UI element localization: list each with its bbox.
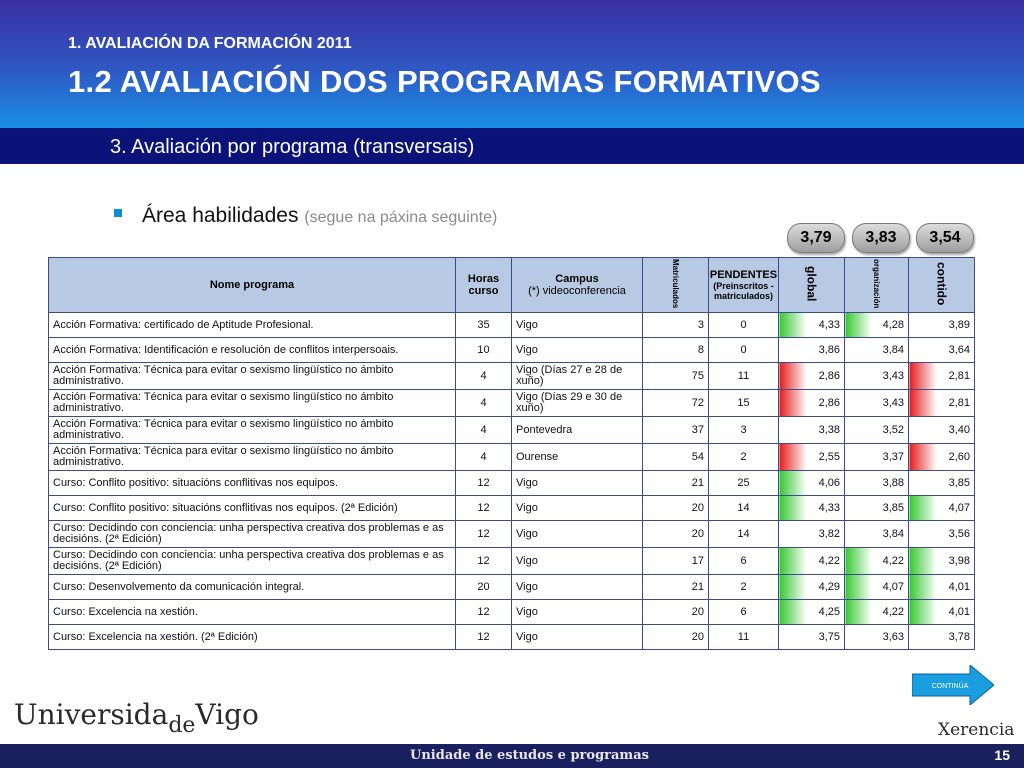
square-bullet-icon <box>114 209 122 217</box>
header-pendentes: PENDENTES (Preinscritos - matriculados) <box>709 258 779 313</box>
programs-table <box>48 257 975 650</box>
cell-matriculados: 54 <box>643 444 709 471</box>
cell-horas: 4 <box>456 390 512 417</box>
table-row <box>49 600 975 625</box>
cell-matriculados: 17 <box>643 548 709 575</box>
cell-campus: Vigo <box>512 625 643 650</box>
subheader-bar <box>0 128 1024 164</box>
continue-arrow-button[interactable] <box>912 665 994 705</box>
cell-contido: 3,89 <box>909 313 975 338</box>
cell-organizacion: 3,84 <box>845 521 909 548</box>
cell-horas: 4 <box>456 417 512 444</box>
cell-matriculados: 72 <box>643 390 709 417</box>
cell-matriculados: 37 <box>643 417 709 444</box>
cell-nome: Curso: Decidindo con conciencia: unha perspectiva creativa dos problemas e as decisións. (2ª Edición) <box>49 548 456 575</box>
table-row <box>49 338 975 363</box>
bullet-text: Área habilidades <box>142 204 299 227</box>
cell-horas: 12 <box>456 521 512 548</box>
cell-nome: Acción Formativa: Identificación e resolución de conflitos interpersoais. <box>49 338 456 363</box>
cell-pendentes: 6 <box>709 548 779 575</box>
cell-campus: Vigo (Días 27 e 28 de xuño) <box>512 363 643 390</box>
cell-nome: Acción Formativa: Técnica para evitar o sexismo lingüístico no ámbito administrativo. <box>49 417 456 444</box>
table-row <box>49 471 975 496</box>
average-organizacion: 3,83 <box>852 223 910 253</box>
cell-organizacion: 3,43 <box>845 363 909 390</box>
cell-organizacion: 3,37 <box>845 444 909 471</box>
header-matriculados: Matriculados <box>643 258 709 313</box>
cell-global: 2,55 <box>779 444 845 471</box>
cell-organizacion: 3,63 <box>845 625 909 650</box>
cell-organizacion: 4,22 <box>845 600 909 625</box>
cell-matriculados: 75 <box>643 363 709 390</box>
cell-campus: Vigo <box>512 496 643 521</box>
cell-horas: 12 <box>456 600 512 625</box>
header-campus: Campus (*) videoconferencia <box>512 258 643 313</box>
cell-nome: Curso: Excelencia na xestión. (2ª Edición) <box>49 625 456 650</box>
cell-horas: 12 <box>456 548 512 575</box>
cell-nome: Acción Formativa: Técnica para evitar o sexismo lingüístico no ámbito administrativo. <box>49 390 456 417</box>
cell-horas: 12 <box>456 496 512 521</box>
cell-global: 4,29 <box>779 575 845 600</box>
cell-global: 4,22 <box>779 548 845 575</box>
cell-matriculados: 20 <box>643 521 709 548</box>
cell-contido: 4,01 <box>909 600 975 625</box>
cell-campus: Vigo <box>512 471 643 496</box>
cell-campus: Vigo <box>512 575 643 600</box>
cell-pendentes: 2 <box>709 575 779 600</box>
header-horas: Horas curso <box>456 258 512 313</box>
header-global: global <box>779 258 845 313</box>
cell-global: 3,86 <box>779 338 845 363</box>
cell-matriculados: 3 <box>643 313 709 338</box>
footer-bar <box>0 744 1024 768</box>
page-number: 15 <box>994 747 1010 763</box>
cell-contido: 3,40 <box>909 417 975 444</box>
cell-horas: 12 <box>456 471 512 496</box>
cell-contido: 2,60 <box>909 444 975 471</box>
cell-campus: Vigo <box>512 338 643 363</box>
cell-contido: 4,01 <box>909 575 975 600</box>
table-row <box>49 363 975 390</box>
cell-pendentes: 15 <box>709 390 779 417</box>
cell-pendentes: 11 <box>709 625 779 650</box>
cell-matriculados: 8 <box>643 338 709 363</box>
page-title: 1.2 AVALIACIÓN DOS PROGRAMAS FORMATIVOS <box>68 64 821 99</box>
cell-pendentes: 25 <box>709 471 779 496</box>
cell-pendentes: 11 <box>709 363 779 390</box>
cell-pendentes: 14 <box>709 521 779 548</box>
cell-matriculados: 20 <box>643 496 709 521</box>
header-nome: Nome programa <box>49 258 456 313</box>
average-global: 3,79 <box>787 223 845 253</box>
table-row <box>49 548 975 575</box>
cell-horas: 4 <box>456 444 512 471</box>
cell-contido: 3,85 <box>909 471 975 496</box>
cell-nome: Acción Formativa: certificado de Aptitude Profesional. <box>49 313 456 338</box>
cell-horas: 12 <box>456 625 512 650</box>
average-contido: 3,54 <box>916 223 974 253</box>
continue-label: CONTINÚA <box>931 683 969 690</box>
cell-organizacion: 3,52 <box>845 417 909 444</box>
cell-global: 4,25 <box>779 600 845 625</box>
cell-pendentes: 2 <box>709 444 779 471</box>
cell-horas: 10 <box>456 338 512 363</box>
cell-campus: Vigo <box>512 548 643 575</box>
cell-pendentes: 6 <box>709 600 779 625</box>
cell-contido: 2,81 <box>909 390 975 417</box>
cell-global: 2,86 <box>779 363 845 390</box>
subheader-title: 3. Avaliación por programa (transversais) <box>110 136 475 158</box>
cell-matriculados: 20 <box>643 600 709 625</box>
cell-campus: Ourense <box>512 444 643 471</box>
cell-matriculados: 21 <box>643 471 709 496</box>
cell-campus: Vigo <box>512 313 643 338</box>
header-organizacion: organización <box>845 258 909 313</box>
cell-global: 3,75 <box>779 625 845 650</box>
table-row <box>49 575 975 600</box>
cell-nome: Acción Formativa: Técnica para evitar o sexismo lingüístico no ámbito administrativo. <box>49 363 456 390</box>
cell-campus: Vigo <box>512 521 643 548</box>
cell-organizacion: 3,85 <box>845 496 909 521</box>
section-label: 1. AVALIACIÓN DA FORMACIÓN 2011 <box>68 35 352 52</box>
cell-contido: 2,81 <box>909 363 975 390</box>
xerencia-logo: Xerencia <box>938 720 1015 740</box>
cell-organizacion: 4,28 <box>845 313 909 338</box>
table-header-row <box>49 258 975 313</box>
cell-nome: Curso: Conflito positivo: situacións conflitivas nos equipos. (2ª Edición) <box>49 496 456 521</box>
cell-organizacion: 4,07 <box>845 575 909 600</box>
cell-global: 4,33 <box>779 313 845 338</box>
university-logo: Universida$_{de}$Vigo <box>14 698 259 738</box>
cell-horas: 20 <box>456 575 512 600</box>
header-banner <box>0 0 1024 128</box>
cell-pendentes: 0 <box>709 338 779 363</box>
cell-organizacion: 3,84 <box>845 338 909 363</box>
cell-campus: Pontevedra <box>512 417 643 444</box>
cell-contido: 3,98 <box>909 548 975 575</box>
cell-organizacion: 3,43 <box>845 390 909 417</box>
cell-campus: Vigo <box>512 600 643 625</box>
bullet-line <box>114 204 497 228</box>
cell-matriculados: 21 <box>643 575 709 600</box>
cell-nome: Curso: Excelencia na xestión. <box>49 600 456 625</box>
cell-contido: 3,56 <box>909 521 975 548</box>
cell-global: 3,82 <box>779 521 845 548</box>
table-row <box>49 390 975 417</box>
bullet-note: (segue na páxina seguinte) <box>304 209 498 226</box>
cell-contido: 4,07 <box>909 496 975 521</box>
table-row <box>49 521 975 548</box>
cell-contido: 3,64 <box>909 338 975 363</box>
table-row <box>49 496 975 521</box>
cell-nome: Acción Formativa: Técnica para evitar o sexismo lingüístico no ámbito administrativo. <box>49 444 456 471</box>
table-row <box>49 625 975 650</box>
cell-global: 4,06 <box>779 471 845 496</box>
cell-matriculados: 20 <box>643 625 709 650</box>
cell-global: 4,33 <box>779 496 845 521</box>
cell-contido: 3,78 <box>909 625 975 650</box>
cell-campus: Vigo (Días 29 e 30 de xuño) <box>512 390 643 417</box>
cell-pendentes: 3 <box>709 417 779 444</box>
cell-horas: 4 <box>456 363 512 390</box>
cell-horas: 35 <box>456 313 512 338</box>
cell-global: 3,38 <box>779 417 845 444</box>
cell-nome: Curso: Conflito positivo: situacións conflitivas nos equipos. <box>49 471 456 496</box>
cell-global: 2,86 <box>779 390 845 417</box>
cell-nome: Curso: Desenvolvemento da comunicación integral. <box>49 575 456 600</box>
cell-pendentes: 14 <box>709 496 779 521</box>
cell-organizacion: 3,88 <box>845 471 909 496</box>
cell-organizacion: 4,22 <box>845 548 909 575</box>
cell-nome: Curso: Decidindo con conciencia: unha perspectiva creativa dos problemas e as decisións. (2ª Edición) <box>49 521 456 548</box>
header-contido: contido <box>909 258 975 313</box>
table-row <box>49 417 975 444</box>
table-row <box>49 313 975 338</box>
footer-unit: Unidade de estudos e programas <box>410 748 649 763</box>
cell-pendentes: 0 <box>709 313 779 338</box>
table-row <box>49 444 975 471</box>
